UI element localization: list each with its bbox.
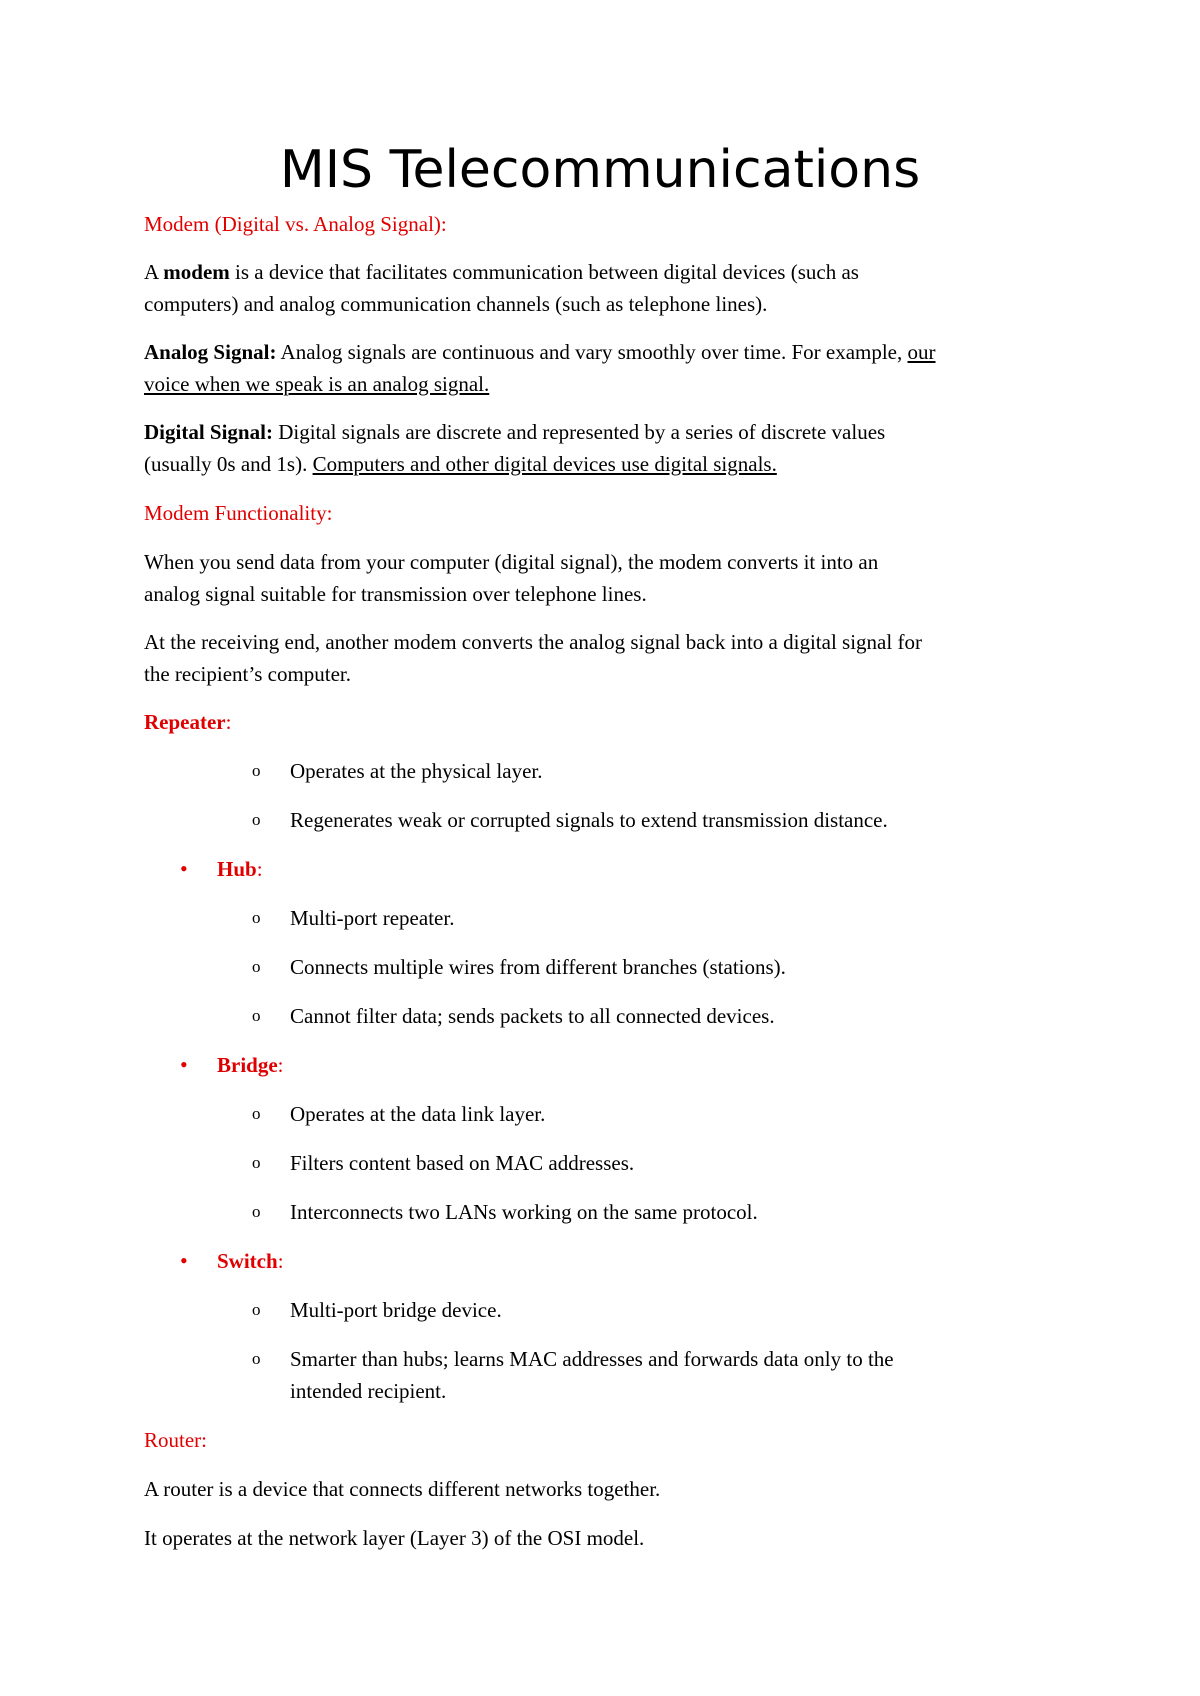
router-line-1: A router is a device that connects different networks together. <box>144 1477 661 1501</box>
switch-heading <box>217 1245 284 1277</box>
modem-term: modem <box>163 260 230 284</box>
analog-signal-line-1 <box>144 336 936 368</box>
switch-item-1: Multi-port bridge device. <box>290 1298 502 1322</box>
sub-bullet-icon: o <box>252 1006 261 1025</box>
hub-item-3: Cannot filter data; sends packets to all connected devices. <box>290 1004 775 1028</box>
colon: : <box>277 1249 284 1273</box>
hub-label: Hub <box>217 857 257 881</box>
bullet-icon: • <box>180 1052 188 1077</box>
router-heading: Router: <box>144 1428 207 1452</box>
modem-heading: Modem (Digital vs. Analog Signal): <box>144 212 447 236</box>
bridge-item-1: Operates at the data link layer. <box>290 1102 546 1126</box>
repeater-item-2: Regenerates weak or corrupted signals to extend transmission distance. <box>290 808 888 832</box>
sub-bullet-icon: o <box>252 1104 261 1123</box>
switch-item-2-line-2: intended recipient. <box>290 1379 447 1403</box>
functionality-p2-line-1: At the receiving end, another modem converts the analog signal back into a digital signal for <box>144 630 922 654</box>
colon: : <box>225 710 232 734</box>
modem-definition-line-1 <box>144 256 859 288</box>
digital-signal-text-2: (usually 0s and 1s). <box>144 452 313 476</box>
functionality-heading: Modem Functionality: <box>144 501 333 525</box>
modem-definition-line-2: computers) and analog communication channels (such as telephone lines). <box>144 292 768 316</box>
switch-item-2-line-1: Smarter than hubs; learns MAC addresses and forwards data only to the <box>290 1347 894 1371</box>
bridge-item-2: Filters content based on MAC addresses. <box>290 1151 635 1175</box>
sub-bullet-icon: o <box>252 1300 261 1319</box>
router-line-2: It operates at the network layer (Layer 3) of the OSI model. <box>144 1526 645 1550</box>
sub-bullet-icon: o <box>252 1349 261 1368</box>
hub-item-2: Connects multiple wires from different branches (stations). <box>290 955 786 979</box>
sub-bullet-icon: o <box>252 1202 261 1221</box>
sub-bullet-icon: o <box>252 1153 261 1172</box>
sub-bullet-icon: o <box>252 908 261 927</box>
page-title: MIS Telecommunications <box>279 140 921 200</box>
digital-signal-line-2 <box>144 448 777 480</box>
bridge-label: Bridge <box>217 1053 278 1077</box>
functionality-p1-line-1: When you send data from your computer (digital signal), the modem converts it into an <box>144 550 879 574</box>
sub-bullet-icon: o <box>252 957 261 976</box>
modem-def-pre: A <box>144 260 164 284</box>
digital-signal-text: Digital signals are discrete and represented by a series of discrete values <box>272 420 886 444</box>
analog-signal-text: Analog signals are continuous and vary smoothly over time. For example, <box>276 340 908 364</box>
switch-label: Switch <box>217 1249 278 1273</box>
sub-bullet-icon: o <box>252 761 261 780</box>
digital-signal-underline: Computers and other digital devices use digital signals. <box>312 452 777 476</box>
repeater-heading <box>144 706 231 738</box>
functionality-p1-line-2: analog signal suitable for transmission over telephone lines. <box>144 582 647 606</box>
colon: : <box>256 857 263 881</box>
hub-heading <box>217 853 263 885</box>
bridge-item-3: Interconnects two LANs working on the same protocol. <box>290 1200 758 1224</box>
repeater-label: Repeater <box>144 710 226 734</box>
functionality-p2-line-2: the recipient’s computer. <box>144 662 352 686</box>
bridge-heading <box>217 1049 284 1081</box>
analog-signal-label: Analog Signal: <box>144 340 277 364</box>
bullet-icon: • <box>180 1248 188 1273</box>
analog-signal-underline-1: our <box>907 340 936 364</box>
colon: : <box>277 1053 284 1077</box>
bullet-icon: • <box>180 856 188 881</box>
digital-signal-label: Digital Signal: <box>144 420 273 444</box>
modem-def-rest: is a device that facilitates communication between digital devices (such as <box>229 260 859 284</box>
sub-bullet-icon: o <box>252 810 261 829</box>
repeater-item-1: Operates at the physical layer. <box>290 759 543 783</box>
analog-signal-line-2 <box>144 368 489 400</box>
analog-signal-underline-2: voice when we speak is an analog signal. <box>144 372 490 396</box>
hub-item-1: Multi-port repeater. <box>290 906 455 930</box>
digital-signal-line-1 <box>144 416 885 448</box>
